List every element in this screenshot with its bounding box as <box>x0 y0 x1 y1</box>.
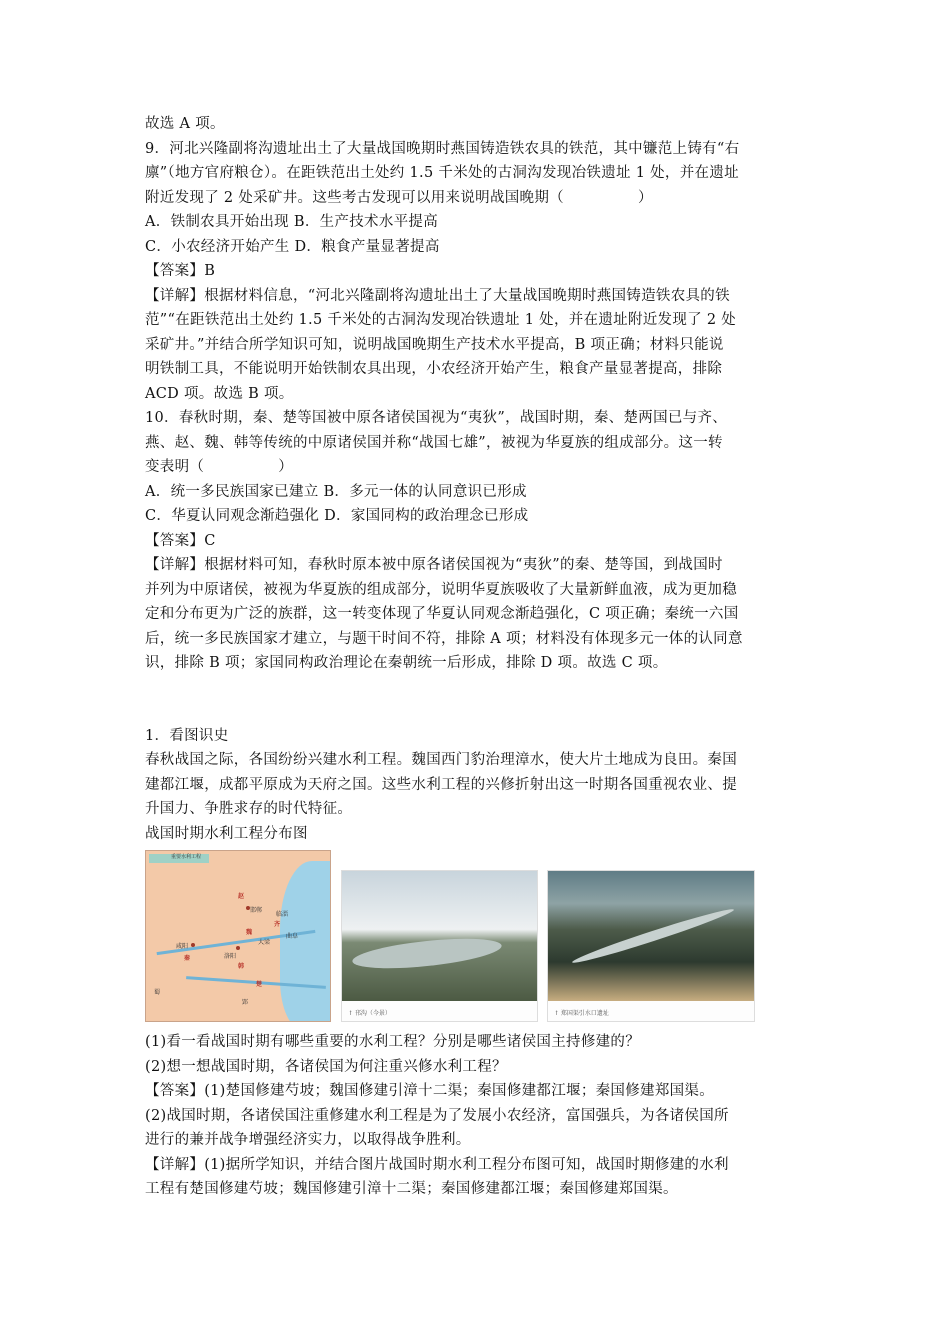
text-line: 【答案】B <box>145 263 216 279</box>
text-line: 附近发现了 2 处采矿井。这些考古发现可以用来说明战国晚期（ ） <box>145 189 653 206</box>
map-label: 邯郸 <box>250 907 263 914</box>
photo-image <box>548 871 754 1001</box>
document-page <box>145 112 817 1202</box>
section-gap <box>145 676 817 724</box>
photo-image <box>342 871 537 1001</box>
map-sea <box>280 861 331 1022</box>
text-line: 升国力、争胜求存的时代特征。 <box>145 801 353 817</box>
text-line: 明铁制工具，不能说明开始铁制农具出现，小农经济开始产生，粮食产量显著提高，排除 <box>145 361 723 377</box>
map-label: 蜀 <box>154 989 161 996</box>
map-city-dot <box>236 946 240 950</box>
text-line: 战国时期水利工程分布图 <box>145 825 308 842</box>
text-line: 春秋战国之际，各国纷纷兴建水利工程。魏国西门豹治理漳水，使大片土地成为良田。秦国 <box>145 752 737 768</box>
text-line: 并列为中原诸侯，被视为华夏族的组成部分，说明华夏族吸收了大量新鲜血液，成为更加稳 <box>145 581 737 598</box>
picture-history-intro <box>145 724 817 847</box>
text-line: 廪”（地方官府粮仓）。在距铁范出土处约 1.5 千米处的古洞沟发现冶铁遗址 1 处，并在遗址 <box>145 165 739 181</box>
map-city-dot <box>191 943 195 947</box>
text-line: ACD 项。故选 B 项。 <box>145 385 294 402</box>
text-line: (1)看一看战国时期有哪些重要的水利工程？分别是哪些诸侯国主持修建的？ <box>145 1034 641 1050</box>
text-line: 变表明（ ） <box>145 459 293 475</box>
photo-water <box>351 933 503 974</box>
photo-water <box>571 905 736 967</box>
map-label: 大梁 <box>258 939 271 946</box>
photo-zhengguo-canal <box>547 870 755 1022</box>
text-line: 【详解】根据材料可知，春秋时原本被中原各诸侯国视为“夷狄”的秦、楚等国，到战国时 <box>145 557 723 573</box>
text-line: 【答案】C <box>145 532 216 549</box>
text-line: 9．河北兴隆副将沟遗址出土了大量战国晚期时燕国铸造铁农具的铁范，其中镰范上铸有“右 <box>145 140 740 157</box>
map-label: 咸阳 <box>176 943 189 950</box>
text-line: 燕、赵、魏、韩等传统的中原诸侯国并称“战国七雄”，被视为华夏族的组成部分。这一转 <box>145 434 723 451</box>
text-line: A．统一多民族国家已建立 B．多元一体的认同意识已形成 <box>145 483 527 500</box>
text-line: 【答案】(1)楚国修建芍坡；魏国修建引漳十二渠；秦国修建都江堰；秦国修建郑国渠。 <box>145 1083 715 1099</box>
text-line: (2)想一想战国时期，各诸侯国为何注重兴修水利工程？ <box>145 1058 507 1075</box>
map-label: 洛阳 <box>224 953 237 960</box>
text-line: 进行的兼并战争增强经济实力，以取得战争胜利。 <box>145 1132 471 1148</box>
map-label: 秦 <box>184 955 191 962</box>
map-label: 郢 <box>242 999 249 1006</box>
text-line: 【详解】(1)据所学知识，并结合图片战国时期水利工程分布图可知，战国时期修建的水利 <box>145 1156 729 1173</box>
water-projects-map <box>145 850 331 1022</box>
map-label: 临淄 <box>276 911 289 918</box>
map-label: 魏 <box>246 929 253 936</box>
map-label: 赵 <box>238 893 245 900</box>
photo-caption: ↑ 郑国渠引水口遗址 <box>554 1010 609 1017</box>
text-line: 【详解】根据材料信息，“河北兴隆副将沟遗址出土了大量战国晚期时燕国铸造铁农具的铁 <box>145 287 730 304</box>
picture-history-answers <box>145 1030 817 1202</box>
text-line: C．华夏认同观念渐趋强化 D．家国同构的政治理念已形成 <box>145 508 529 524</box>
text-line: 建都江堰，成都平原成为天府之国。这些水利工程的兴修折射出这一时期各国重视农业、提 <box>145 776 737 793</box>
photo-caption: ↑ 邗沟（今景） <box>348 1010 391 1017</box>
text-line: 采矿井。”并结合所学知识可知，说明战国晚期生产技术水平提高，B 项正确；材料只能说 <box>145 336 724 353</box>
text-line: 1．看图识史 <box>145 727 229 744</box>
text-line: 范”“在距铁范出土处约 1.5 千米处的古洞沟发现冶铁遗址 1 处，并在遗址附近发现了 2 处 <box>145 312 737 328</box>
text-line: 识，排除 B 项；家国同构政治理论在秦朝统一后形成，排除 D 项。故选 C 项。 <box>145 655 668 671</box>
text-line: 10．春秋时期，秦、楚等国被中原各诸侯国视为“夷狄”，战国时期，秦、楚两国已与齐、 <box>145 410 728 426</box>
map-label: 韩 <box>238 963 245 970</box>
text-line: C．小农经济开始产生 D．粮食产量显著提高 <box>145 238 440 255</box>
text-line: 后，统一多民族国家才建立，与题干时间不符，排除 A 项；材料没有体现多元一体的认同意 <box>145 630 743 647</box>
map-label: 齐 <box>274 921 281 928</box>
water-projects-figure <box>145 850 817 1028</box>
map-label: 曲阜 <box>286 933 299 940</box>
map-legend-label: 重要水利工程 <box>171 854 202 860</box>
map-label: 楚 <box>256 981 263 988</box>
photo-han-canal <box>341 870 538 1022</box>
text-line: 工程有楚国修建芍坡；魏国修建引漳十二渠；秦国修建都江堰；秦国修建郑国渠。 <box>145 1181 678 1197</box>
text-line: A．铁制农具开始出现 B．生产技术水平提高 <box>145 214 439 230</box>
text-line: 定和分布更为广泛的族群，这一转变体现了华夏认同观念渐趋强化，C 项正确；秦统一六国 <box>145 606 739 622</box>
question-block-9-10 <box>145 112 817 676</box>
text-line: 故选 A 项。 <box>145 116 225 132</box>
text-line: (2)战国时期，各诸侯国注重修建水利工程是为了发展小农经济，富国强兵，为各诸侯国所 <box>145 1107 729 1124</box>
